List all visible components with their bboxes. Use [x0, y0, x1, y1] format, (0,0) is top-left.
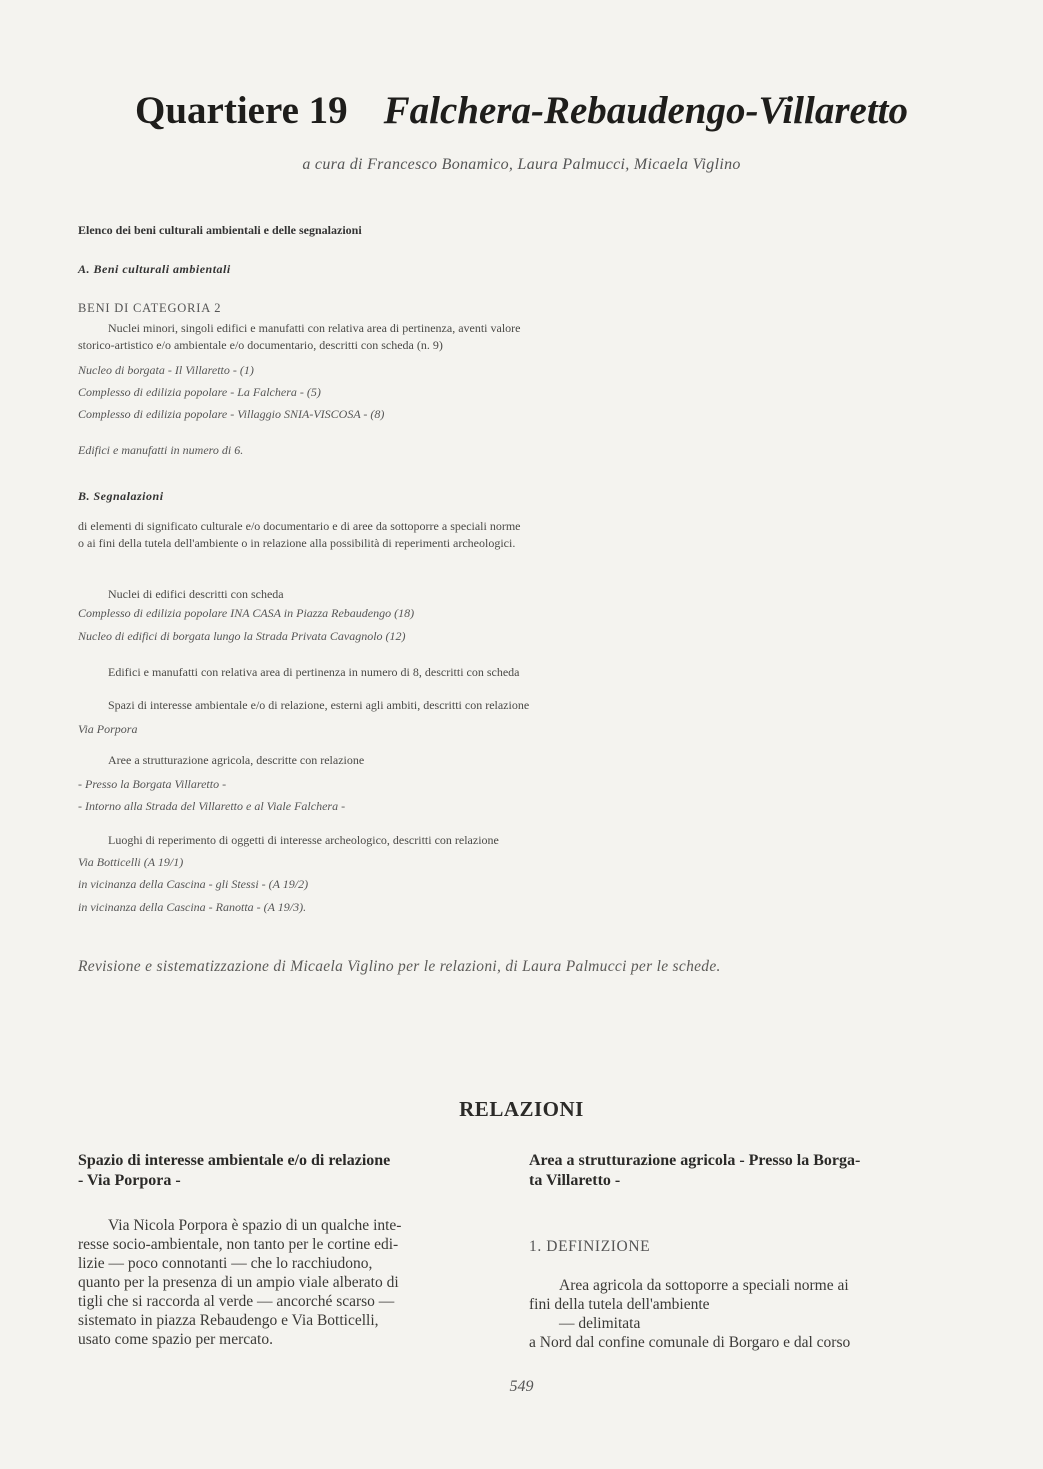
- relazione-left-line: quanto per la presenza di un ampio viale alberato di: [78, 1274, 399, 1291]
- beni-item: Complesso di edilizia popolare - La Falchera - (5): [78, 385, 321, 399]
- category-description-line1: Nuclei minori, singoli edifici e manufatti con relativa area di pertinenza, aventi valore: [108, 321, 521, 335]
- aree-label: Aree a strutturazione agricola, descritte con relazione: [108, 753, 365, 767]
- relazione-left-line: sistemato in piazza Rebaudengo e Via Botticelli,: [78, 1312, 379, 1329]
- luoghi-item: in vicinanza della Cascina - gli Stessi - (A 19/2): [78, 877, 309, 891]
- relazione-right-line: — delimitata: [559, 1315, 641, 1332]
- luoghi-item: in vicinanza della Cascina - Ranotta - (A 19/3).: [78, 900, 307, 914]
- elenco-heading: Elenco dei beni culturali ambientali e delle segnalazioni: [78, 223, 362, 237]
- beni-item: Nucleo di borgata - Il Villaretto - (1): [78, 363, 254, 377]
- segnalazioni-intro-line1: di elementi di significato culturale e/o documentario e di aree da sottoporre a speciali norme: [78, 519, 521, 533]
- category-label: BENI DI CATEGORIA 2: [78, 301, 222, 315]
- beni-item: Complesso di edilizia popolare - Villaggio SNIA-VISCOSA - (8): [78, 407, 385, 421]
- relazione-left-column: [78, 1151, 498, 1349]
- relazione-left-line: resse socio-ambientale, non tanto per le cortine edi-: [78, 1236, 399, 1253]
- relazione-left-line: lizie — poco connotanti — che lo racchiudono,: [78, 1255, 373, 1272]
- relazioni-heading: RELAZIONI: [459, 1097, 584, 1121]
- curatori-line: a cura di Francesco Bonamico, Laura Palmucci, Micaela Viglino: [302, 156, 741, 173]
- section-a-heading: A. Beni culturali ambientali: [78, 262, 231, 276]
- title-district-name: Falchera-Rebaudengo-Villaretto: [383, 89, 908, 132]
- relazione-right-title-line2: ta Villaretto -: [529, 1172, 621, 1189]
- nuclei-label: Nuclei di edifici descritti con scheda: [108, 587, 284, 601]
- relazione-right-column: [529, 1151, 959, 1352]
- relazione-right-title-line1: Area a strutturazione agricola - Presso la Borga-: [529, 1152, 861, 1169]
- edifici-label: Edifici e manufatti con relativa area di pertinenza in numero di 8, descritti con scheda: [108, 665, 520, 679]
- relazione-right-line: a Nord dal confine comunale di Borgaro e dal corso: [529, 1334, 851, 1351]
- page-number: 549: [509, 1378, 534, 1395]
- segnalazioni-intro-line2: o ai fini della tutela dell'ambiente o in relazione alla possibilità di reperimenti archeologici.: [78, 536, 516, 550]
- relazione-left-title-line1: Spazio di interesse ambientale e/o di relazione: [78, 1152, 391, 1169]
- edifici-count: Edifici e manufatti in numero di 6.: [78, 443, 244, 457]
- luoghi-item: Via Botticelli (A 19/1): [78, 855, 184, 869]
- aree-item: - Presso la Borgata Villaretto -: [78, 777, 227, 791]
- revisione-note: Revisione e sistematizzazione di Micaela Viglino per le relazioni, di Laura Palmucci per le schede.: [78, 958, 721, 975]
- relazione-left-line: Via Nicola Porpora è spazio di un qualche inte-: [108, 1217, 402, 1234]
- spazi-item: Via Porpora: [78, 722, 138, 736]
- relazione-left-title-line2: - Via Porpora -: [78, 1172, 181, 1189]
- luoghi-label: Luoghi di reperimento di oggetti di interesse archeologico, descritti con relazione: [108, 833, 499, 847]
- page-title: [0, 88, 1043, 133]
- relazione-left-line: usato come spazio per mercato.: [78, 1331, 273, 1348]
- relazione-right-line: Area agricola da sottoporre a speciali norme ai: [559, 1277, 849, 1294]
- nuclei-item: Complesso di edilizia popolare INA CASA in Piazza Rebaudengo (18): [78, 606, 415, 620]
- nuclei-item: Nucleo di edifici di borgata lungo la Strada Privata Cavagnolo (12): [78, 629, 406, 643]
- relazione-right-line: fini della tutela dell'ambiente: [529, 1296, 710, 1313]
- title-quartiere: Quartiere 19: [135, 89, 348, 132]
- spazi-label: Spazi di interesse ambientale e/o di relazione, esterni agli ambiti, descritti con relazione: [108, 698, 530, 712]
- definizione-heading: 1. DEFINIZIONE: [529, 1238, 651, 1255]
- section-b-heading: B. Segnalazioni: [78, 489, 164, 503]
- aree-item: - Intorno alla Strada del Villaretto e al Viale Falchera -: [78, 799, 346, 813]
- category-description-line2: storico-artistico e/o ambientale e/o documentario, descritti con scheda (n. 9): [78, 338, 443, 352]
- relazione-left-line: tigli che si raccorda al verde — ancorché scarso —: [78, 1293, 395, 1310]
